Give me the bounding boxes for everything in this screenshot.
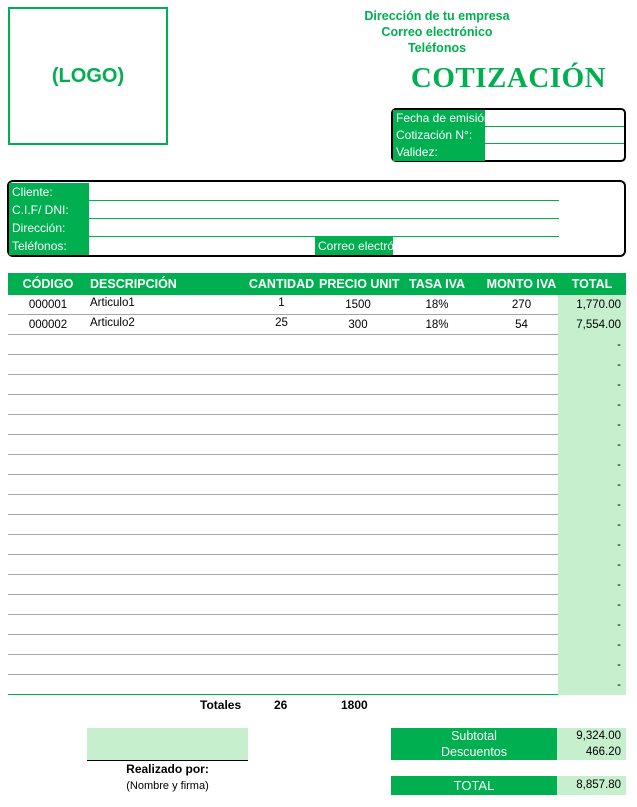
table-row	[8, 375, 626, 395]
table-row	[8, 675, 626, 695]
company-email: Correo electrónico	[381, 25, 493, 39]
table-row	[8, 535, 626, 555]
table-row	[8, 555, 626, 575]
totals-quantity: 26	[274, 698, 288, 712]
table-header	[8, 273, 626, 295]
row-total: -	[558, 615, 626, 635]
row-total: -	[558, 415, 626, 435]
table-row	[8, 315, 626, 335]
row-total: -	[558, 635, 626, 655]
discount-value: 466.20	[557, 744, 626, 760]
client-field[interactable]	[89, 183, 559, 201]
row-tax-rate: 18%	[425, 319, 449, 331]
quote-number-label: Cotización N°:	[393, 127, 485, 144]
row-total: -	[558, 655, 626, 675]
row-total: -	[558, 375, 626, 395]
totals-row	[8, 697, 458, 713]
table-row	[8, 355, 626, 375]
table-row	[8, 415, 626, 435]
row-total: -	[558, 675, 626, 695]
header-tax-rate: TASA IVA	[408, 277, 466, 291]
total-label: TOTAL	[391, 776, 557, 795]
row-tax-amount: 270	[511, 299, 532, 311]
row-total: 1,770.00	[558, 295, 626, 315]
subtotal-value: 9,324.00	[557, 728, 626, 744]
table-row	[8, 395, 626, 415]
header-total: TOTAL	[571, 277, 613, 291]
row-unit-price: 1500	[345, 299, 371, 311]
company-address: Dirección de tu empresa	[364, 9, 510, 23]
row-total: -	[558, 355, 626, 375]
table-row	[8, 615, 626, 635]
client-address-label: Dirección:	[9, 219, 89, 237]
row-code: 000002	[28, 319, 68, 331]
header-quantity: CANTIDAD	[248, 277, 315, 291]
row-total: -	[558, 575, 626, 595]
row-description: Articulo2	[90, 317, 135, 329]
client-phones-label: Teléfonos:	[9, 237, 89, 255]
header-description: DESCRIPCIÓN	[90, 277, 177, 291]
row-total: -	[558, 535, 626, 555]
client-address-field[interactable]	[89, 219, 559, 237]
table-row	[8, 595, 626, 615]
header-unit-price: PRECIO UNIT	[319, 277, 400, 291]
row-total: -	[558, 435, 626, 455]
table-row	[8, 475, 626, 495]
row-total: 7,554.00	[558, 315, 626, 335]
quote-number-field[interactable]	[485, 127, 624, 144]
row-unit-price: 300	[348, 319, 368, 331]
client-email-field[interactable]	[393, 237, 559, 255]
signature-label: Realizado por:	[126, 762, 209, 776]
table-row	[8, 575, 626, 595]
client-email-label: Correo electrónico:	[315, 237, 393, 255]
signature-sublabel: (Nombre y firma)	[126, 780, 209, 792]
row-total: -	[558, 395, 626, 415]
table-row	[8, 515, 626, 535]
row-total: -	[558, 555, 626, 575]
table-row	[8, 295, 626, 315]
client-id-label: C.I.F/ DNI:	[9, 201, 89, 219]
logo-text: (LOGO)	[51, 64, 125, 87]
table-row	[8, 635, 626, 655]
validity-label: Validez:	[393, 144, 485, 161]
client-phones-field[interactable]	[89, 237, 315, 255]
quote-meta-box	[391, 108, 626, 162]
row-tax-amount: 54	[515, 319, 528, 331]
table-row	[8, 655, 626, 675]
header-code: CÓDIGO	[22, 277, 74, 291]
totals-label: Totales	[200, 698, 242, 712]
company-phones: Teléfonos	[407, 41, 467, 55]
discount-label: Descuentos	[391, 744, 557, 760]
table-body	[8, 295, 626, 695]
row-total: -	[558, 595, 626, 615]
logo-box	[8, 7, 168, 145]
row-quantity: 1	[278, 297, 285, 309]
header-tax-amount: MONTO IVA	[486, 277, 557, 291]
validity-field[interactable]	[485, 144, 624, 161]
row-quantity: 25	[275, 317, 288, 329]
company-info	[307, 8, 567, 56]
row-total: -	[558, 515, 626, 535]
row-total: -	[558, 455, 626, 475]
meta-row-validity	[393, 144, 624, 161]
table-row	[8, 435, 626, 455]
subtotal-label: Subtotal	[391, 728, 557, 744]
table-row	[8, 335, 626, 355]
row-total: -	[558, 335, 626, 355]
items-table	[8, 273, 626, 695]
client-id-field[interactable]	[89, 201, 559, 219]
totals-unit-price: 1800	[341, 698, 368, 712]
row-code: 000001	[28, 299, 68, 311]
signature-field[interactable]	[87, 728, 248, 761]
row-total: -	[558, 475, 626, 495]
row-total: -	[558, 495, 626, 515]
date-label: Fecha de emisión:	[393, 110, 485, 127]
document-title: COTIZACIÓN	[410, 62, 607, 94]
client-label: Cliente:	[9, 183, 89, 201]
meta-row-date	[393, 110, 624, 127]
client-box	[7, 180, 626, 257]
meta-row-quote	[393, 127, 624, 144]
date-field[interactable]	[485, 110, 624, 127]
table-row	[8, 455, 626, 475]
total-value: 8,857.80	[557, 776, 626, 795]
row-description: Articulo1	[90, 297, 135, 309]
table-row	[8, 495, 626, 515]
row-tax-rate: 18%	[425, 299, 449, 311]
